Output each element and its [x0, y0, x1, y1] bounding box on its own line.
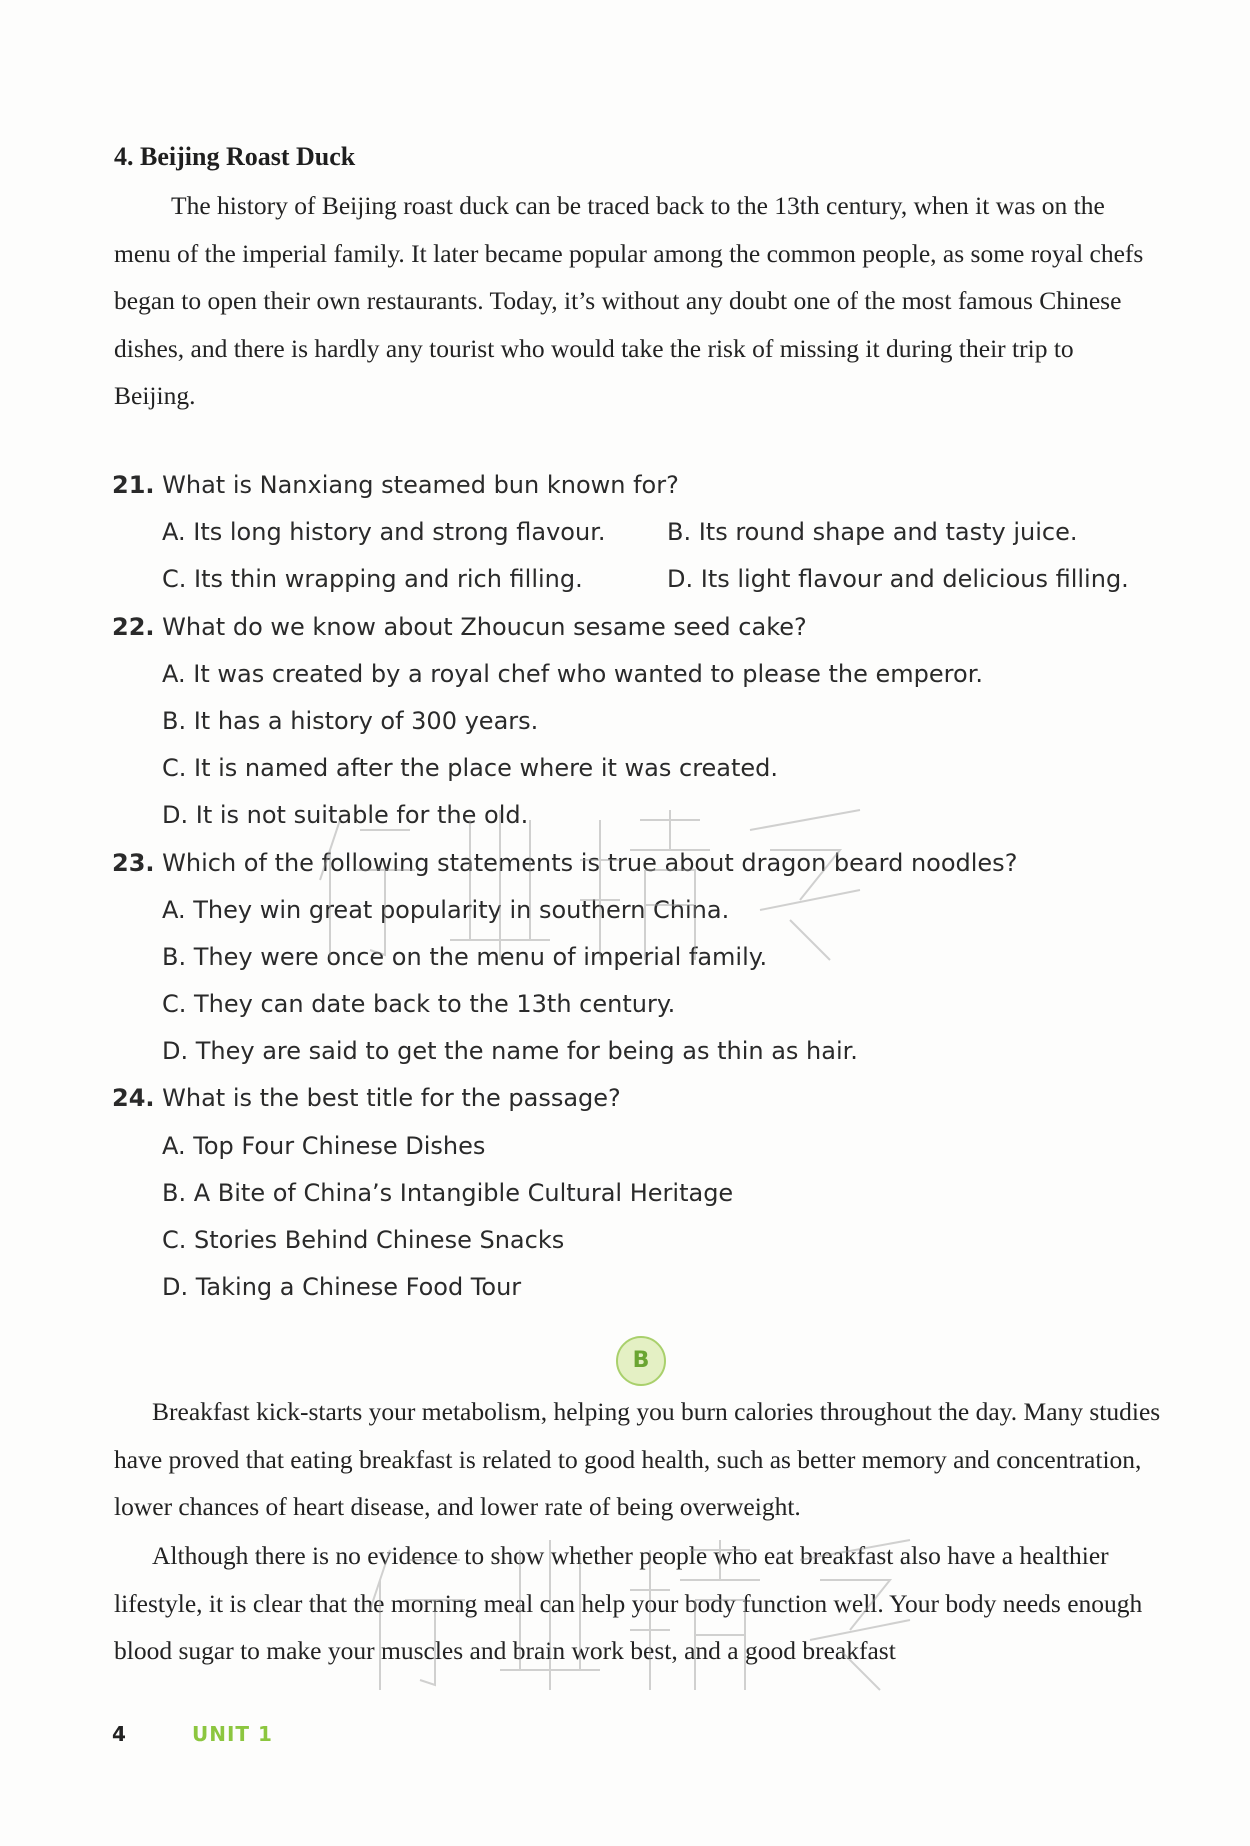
question-number: 23.	[112, 848, 155, 877]
question-number: 22.	[112, 612, 155, 641]
option-d: D. Taking a Chinese Food Tour	[162, 1273, 522, 1302]
question-number: 21.	[112, 471, 155, 499]
option-a: A. They win great popularity in southern China.	[162, 895, 730, 924]
option-row	[112, 509, 1172, 556]
question-stem	[112, 840, 1172, 887]
question-24	[112, 1075, 1172, 1311]
option-b: B. It has a history of 300 years.	[162, 706, 539, 735]
question-text: Which of the following statements is true about dragon beard noodles?	[162, 848, 1018, 877]
question-22	[112, 604, 1172, 840]
question-list	[112, 462, 1172, 1311]
question-text: What do we know about Zhoucun sesame seed cake?	[162, 612, 807, 641]
option-a: A. Its long history and strong flavour.	[162, 518, 606, 547]
option-d: D. Its light flavour and delicious filling.	[667, 565, 1129, 594]
option-c: C. Its thin wrapping and rich filling.	[162, 565, 583, 594]
question-text: What is the best title for the passage?	[162, 1084, 621, 1113]
beijing-roast-duck-paragraph: The history of Beijing roast duck can be traced back to the 13th century, when it was on the menu of the imperial family. It later became popular among the common people, as some royal chefs began to open their own restaurants. Today, it’s without any doubt one of the most famous Chinese dishes, and there is hardly any tourist who would take the risk of missing it during their trip to Beijing.	[114, 191, 1144, 410]
option-a: A. Top Four Chinese Dishes	[162, 1131, 486, 1160]
section-title-beijing-roast-duck: 4. Beijing Roast Duck	[114, 142, 356, 171]
option-c: C. Stories Behind Chinese Snacks	[162, 1226, 565, 1254]
option-c: C. It is named after the place where it was created.	[162, 754, 779, 783]
unit-label: UNIT 1	[192, 1722, 273, 1746]
question-stem	[112, 462, 1172, 509]
question-23	[112, 840, 1172, 1076]
question-text: What is Nanxiang steamed bun known for?	[162, 471, 679, 499]
option-a: A. It was created by a royal chef who wanted to please the emperor.	[162, 659, 983, 688]
question-stem	[112, 604, 1172, 651]
question-stem	[112, 1075, 1172, 1122]
option-b: B. A Bite of China’s Intangible Cultural Heritage	[162, 1178, 734, 1207]
question-number: 24.	[112, 1084, 155, 1113]
option-d: D. They are said to get the name for being as thin as hair.	[162, 1037, 858, 1066]
section-b-paragraph-1: Breakfast kick-starts your metabolism, helping you burn calories throughout the day. Many studies have proved that eating breakfast is related to good health, such as better memory and concentration, lower chances of heart disease, and lower rate of being overweight.	[114, 1397, 1161, 1521]
option-d: D. It is not suitable for the old.	[162, 801, 529, 830]
option-row	[112, 556, 1172, 603]
section-b-badge: B	[616, 1336, 666, 1386]
option-c: C. They can date back to the 13th century.	[162, 990, 676, 1019]
section-b-paragraph-2: Although there is no evidence to show whether people who eat breakfast also have a healthier lifestyle, it is clear that the morning meal can help your body function well. Your body needs enough blood sugar to make your muscles and brain work best, and a good breakfast	[114, 1541, 1143, 1665]
question-21	[112, 462, 1172, 604]
page-number: 4	[112, 1722, 126, 1746]
option-b: B. Its round shape and tasty juice.	[667, 518, 1078, 547]
option-b: B. They were once on the menu of imperial family.	[162, 942, 768, 971]
